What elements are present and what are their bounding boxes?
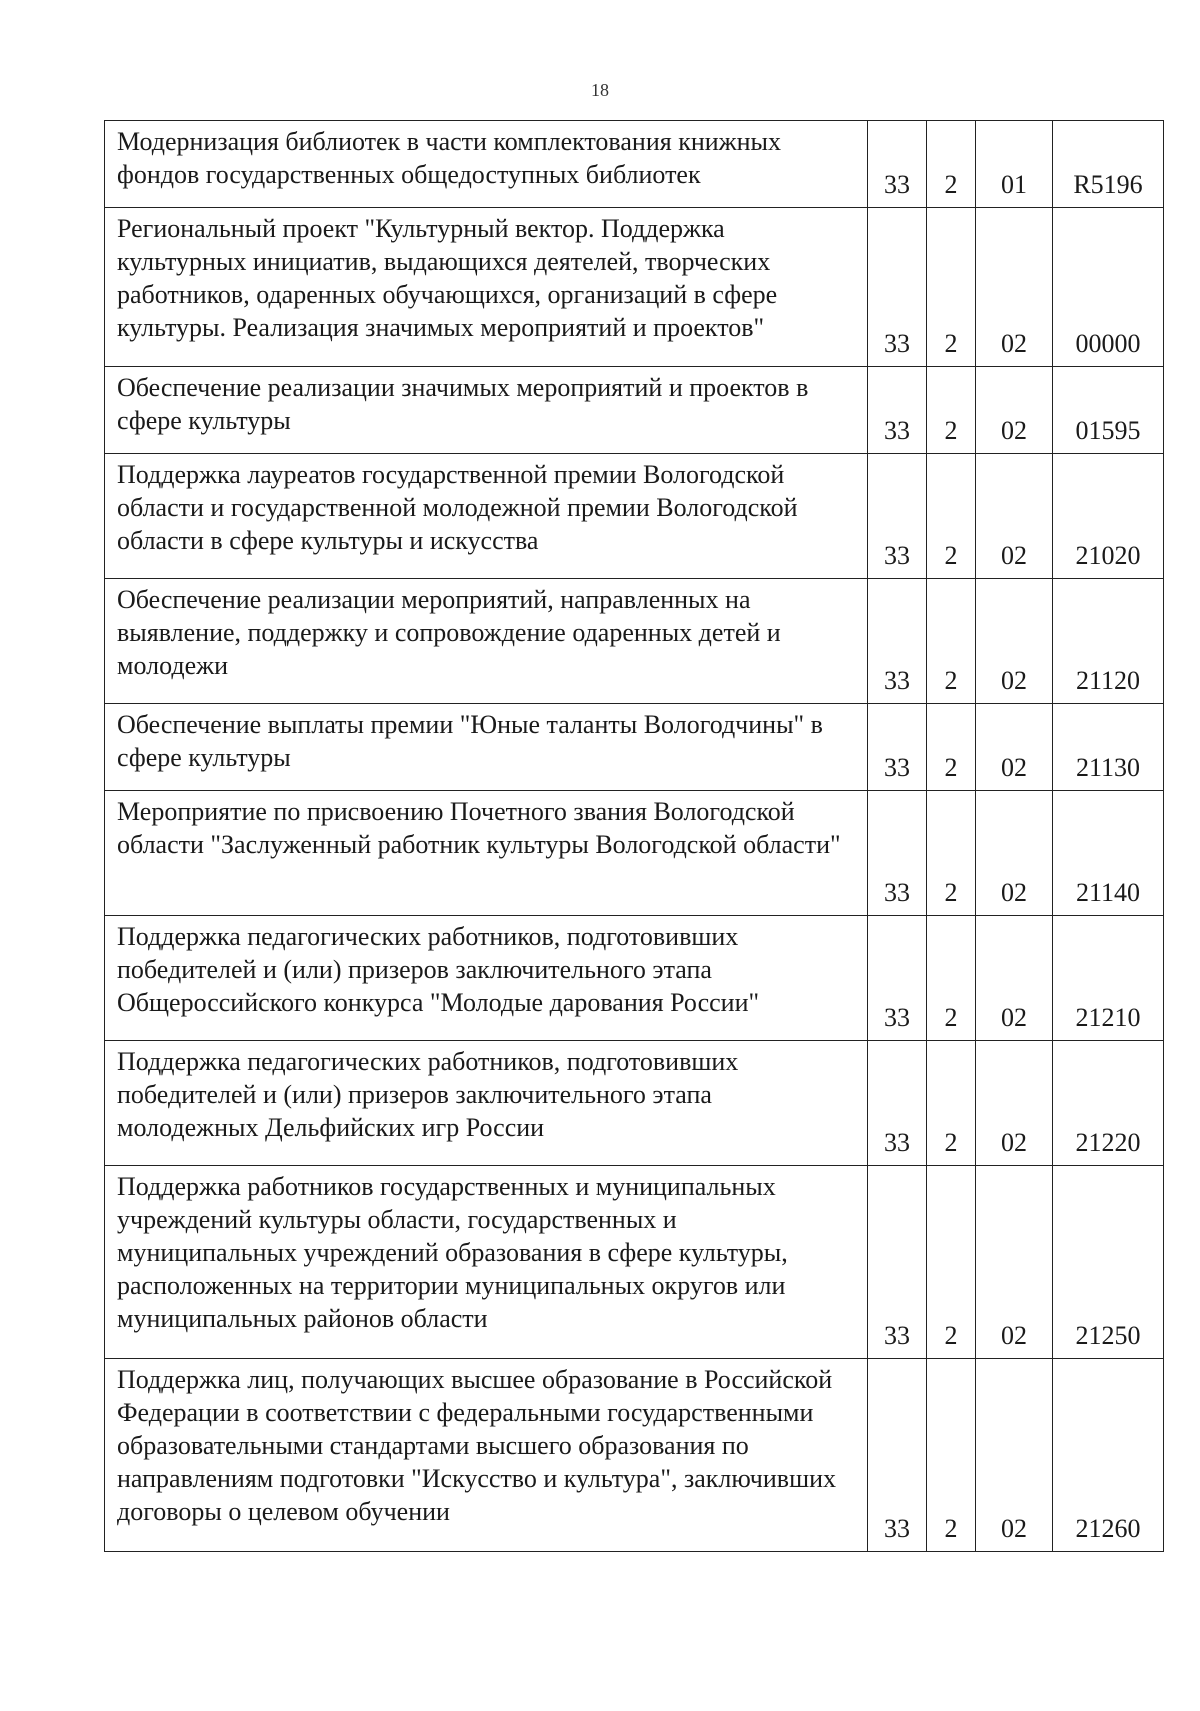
- code-type: 2: [927, 208, 976, 367]
- code-program: 33: [868, 454, 927, 579]
- code-type: 2: [927, 367, 976, 454]
- row-name: Поддержка лауреатов государственной премии Вологодской области и государственной молодежной премии Вологодской области в сфере культуры и искусства: [105, 454, 868, 579]
- code-element: 02: [976, 1041, 1053, 1166]
- table-row: [105, 208, 1164, 367]
- code-direction: 21020: [1053, 454, 1164, 579]
- code-type: 2: [927, 454, 976, 579]
- code-element: 02: [976, 208, 1053, 367]
- code-direction: 21250: [1053, 1166, 1164, 1359]
- row-name: Региональный проект "Культурный вектор. Поддержка культурных инициатив, выдающихся деятелей, творческих работников, одаренных обучающихся, организаций в сфере культуры. Реализация значимых мероприятий и проектов": [105, 208, 868, 367]
- row-name: Обеспечение реализации значимых мероприятий и проектов в сфере культуры: [105, 367, 868, 454]
- table-row: [105, 121, 1164, 208]
- code-type: 2: [927, 1359, 976, 1552]
- code-program: 33: [868, 121, 927, 208]
- row-name: Поддержка работников государственных и муниципальных учреждений культуры области, государственных и муниципальных учреждений образования в сфере культуры, расположенных на территории муниципальных округов или муниципальных районов области: [105, 1166, 868, 1359]
- code-direction: 21140: [1053, 791, 1164, 916]
- code-element: 01: [976, 121, 1053, 208]
- code-program: 33: [868, 791, 927, 916]
- code-direction: R5196: [1053, 121, 1164, 208]
- row-name: Поддержка педагогических работников, подготовивших победителей и (или) призеров заключительного этапа молодежных Дельфийских игр России: [105, 1041, 868, 1166]
- code-program: 33: [868, 1166, 927, 1359]
- code-type: 2: [927, 791, 976, 916]
- code-element: 02: [976, 367, 1053, 454]
- code-type: 2: [927, 121, 976, 208]
- code-program: 33: [868, 208, 927, 367]
- row-name: Поддержка педагогических работников, подготовивших победителей и (или) призеров заключительного этапа Общероссийского конкурса "Молодые дарования России": [105, 916, 868, 1041]
- code-program: 33: [868, 367, 927, 454]
- code-type: 2: [927, 579, 976, 704]
- code-direction: 21120: [1053, 579, 1164, 704]
- code-element: 02: [976, 579, 1053, 704]
- table-row: [105, 704, 1164, 791]
- code-direction: 21260: [1053, 1359, 1164, 1552]
- code-element: 02: [976, 791, 1053, 916]
- code-program: 33: [868, 704, 927, 791]
- code-element: 02: [976, 454, 1053, 579]
- code-type: 2: [927, 916, 976, 1041]
- code-element: 02: [976, 704, 1053, 791]
- code-direction: 21210: [1053, 916, 1164, 1041]
- code-direction: 21130: [1053, 704, 1164, 791]
- code-type: 2: [927, 1166, 976, 1359]
- table-row: [105, 367, 1164, 454]
- code-element: 02: [976, 1166, 1053, 1359]
- table-row: [105, 916, 1164, 1041]
- code-element: 02: [976, 916, 1053, 1041]
- table-row: [105, 579, 1164, 704]
- code-type: 2: [927, 1041, 976, 1166]
- row-name: Обеспечение выплаты премии "Юные таланты Вологодчины" в сфере культуры: [105, 704, 868, 791]
- code-direction: 00000: [1053, 208, 1164, 367]
- row-name: Обеспечение реализации мероприятий, направленных на выявление, поддержку и сопровождение одаренных детей и молодежи: [105, 579, 868, 704]
- row-name: Мероприятие по присвоению Почетного звания Вологодской области "Заслуженный работник культуры Вологодской области": [105, 791, 868, 916]
- table-row: [105, 454, 1164, 579]
- table-row: [105, 1166, 1164, 1359]
- code-type: 2: [927, 704, 976, 791]
- table-row: [105, 1041, 1164, 1166]
- code-program: 33: [868, 1359, 927, 1552]
- code-program: 33: [868, 916, 927, 1041]
- row-name: Модернизация библиотек в части комплектования книжных фондов государственных общедоступных библиотек: [105, 121, 868, 208]
- page-number: 18: [591, 80, 609, 100]
- table-row: [105, 1359, 1164, 1552]
- code-direction: 21220: [1053, 1041, 1164, 1166]
- code-direction: 01595: [1053, 367, 1164, 454]
- budget-classification-table: [104, 120, 1164, 1552]
- row-name: Поддержка лиц, получающих высшее образование в Российской Федерации в соответствии с федеральными государственными образовательными стандартами высшего образования по направлениям подготовки "Искусство и культура", заключивших договоры о целевом обучении: [105, 1359, 868, 1552]
- code-program: 33: [868, 579, 927, 704]
- table-row: [105, 791, 1164, 916]
- code-element: 02: [976, 1359, 1053, 1552]
- code-program: 33: [868, 1041, 927, 1166]
